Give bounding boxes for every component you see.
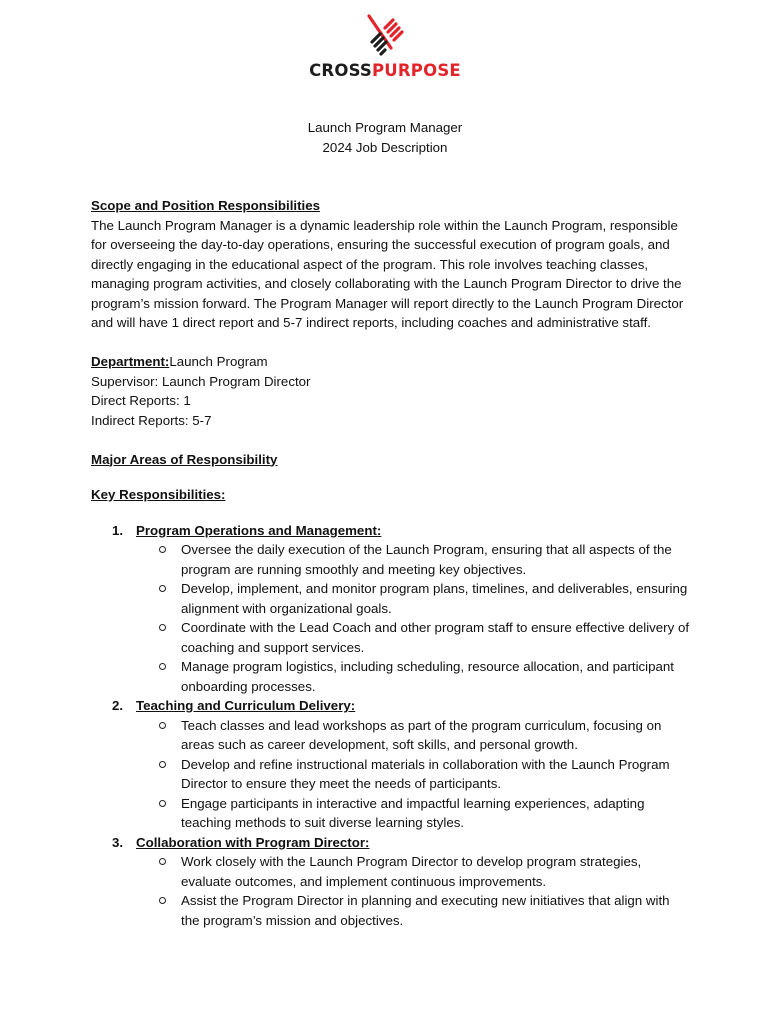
circle-bullet-icon	[159, 800, 166, 807]
list-item	[136, 540, 691, 579]
circle-bullet-icon	[159, 585, 166, 592]
area-title: Program Operations and Management:	[136, 522, 382, 538]
area-title: Collaboration with Program Director:	[136, 834, 370, 850]
area-subitems	[136, 716, 691, 833]
key-responsibilities-heading: Key Responsibilities:	[91, 487, 226, 502]
list-item-text: Develop and refine instructional materials in collaboration with the Launch Program Director to ensure they meet the needs of participants.	[181, 756, 670, 791]
document-body	[91, 196, 691, 930]
logo-mark-icon	[355, 12, 415, 58]
department-line	[91, 352, 691, 372]
department-label: Department:	[91, 354, 170, 369]
list-item	[136, 657, 691, 696]
logo-word-cross: CROSS	[309, 61, 372, 80]
circle-bullet-icon	[159, 663, 166, 670]
company-logo	[0, 12, 770, 80]
list-item-text: Assist the Program Director in planning and executing new initiatives that align with the program’s mission and objectives.	[181, 893, 670, 928]
logo-word-purpose: PURPOSE	[372, 61, 461, 80]
scope-paragraph: The Launch Program Manager is a dynamic leadership role within the Launch Program, responsible for overseeing the day-to-day operations, ensuring the successful execution of program goals, and directly engaging in the educational aspect of the program. This role involves teaching classes, managing program activities, and closely collaborating with the Launch Program Director to drive the program’s mission forward. The Program Manager will report directly to the Launch Program Director and will have 1 direct report and 5-7 indirect reports, including coaches and administrative staff.	[91, 217, 684, 330]
major-areas-heading: Major Areas of Responsibility	[91, 451, 278, 467]
list-item-text: Engage participants in interactive and impactful learning experiences, adapting teaching methods to suit diverse learning styles.	[181, 795, 645, 830]
department-value: Launch Program	[169, 354, 268, 369]
area-number: 1.	[112, 522, 124, 538]
area-item	[91, 521, 691, 697]
list-item-text: Teach classes and lead workshops as part of the program curriculum, focusing on areas such as career development, soft skills, and personal growth.	[181, 717, 662, 752]
document-title: Launch Program Manager	[307, 120, 463, 135]
list-item-text: Manage program logistics, including scheduling, resource allocation, and participant onboarding processes.	[181, 659, 675, 694]
direct-reports-line: Direct Reports: 1	[91, 393, 191, 408]
circle-bullet-icon	[159, 897, 166, 904]
area-title: Teaching and Curriculum Delivery:	[136, 698, 356, 713]
list-item-text: Develop, implement, and monitor program plans, timelines, and deliverables, ensuring alignment with organizational goals.	[181, 581, 688, 616]
list-item-text: Oversee the daily execution of the Launch Program, ensuring that all aspects of the program are running smoothly and meeting key objectives.	[181, 542, 672, 577]
circle-bullet-icon	[159, 722, 166, 729]
circle-bullet-icon	[159, 546, 166, 553]
circle-bullet-icon	[159, 858, 166, 865]
list-item-text: Work closely with the Launch Program Director to develop program strategies, evaluate outcomes, and implement continuous improvements.	[181, 854, 642, 889]
area-item	[91, 833, 691, 931]
area-number: 3.	[112, 834, 124, 850]
document-subtitle: 2024 Job Description	[322, 139, 448, 155]
list-item	[136, 579, 691, 618]
list-item	[136, 618, 691, 657]
responsibility-areas-list	[91, 521, 691, 931]
list-item	[136, 891, 691, 930]
scope-heading: Scope and Position Responsibilities	[91, 198, 321, 213]
indirect-reports-line: Indirect Reports: 5-7	[91, 412, 212, 428]
area-subitems	[136, 852, 691, 930]
list-item	[136, 755, 691, 794]
list-item	[136, 716, 691, 755]
list-item	[136, 794, 691, 833]
list-item-text: Coordinate with the Lead Coach and other program staff to ensure effective delivery of coaching and support services.	[181, 620, 690, 655]
area-number: 2.	[112, 698, 124, 713]
document-title-block	[0, 118, 770, 157]
circle-bullet-icon	[159, 761, 166, 768]
list-item	[136, 852, 691, 891]
logo-wordmark	[0, 62, 770, 80]
area-item	[91, 696, 691, 833]
area-subitems	[136, 540, 691, 696]
supervisor-line: Supervisor: Launch Program Director	[91, 373, 311, 389]
circle-bullet-icon	[159, 624, 166, 631]
